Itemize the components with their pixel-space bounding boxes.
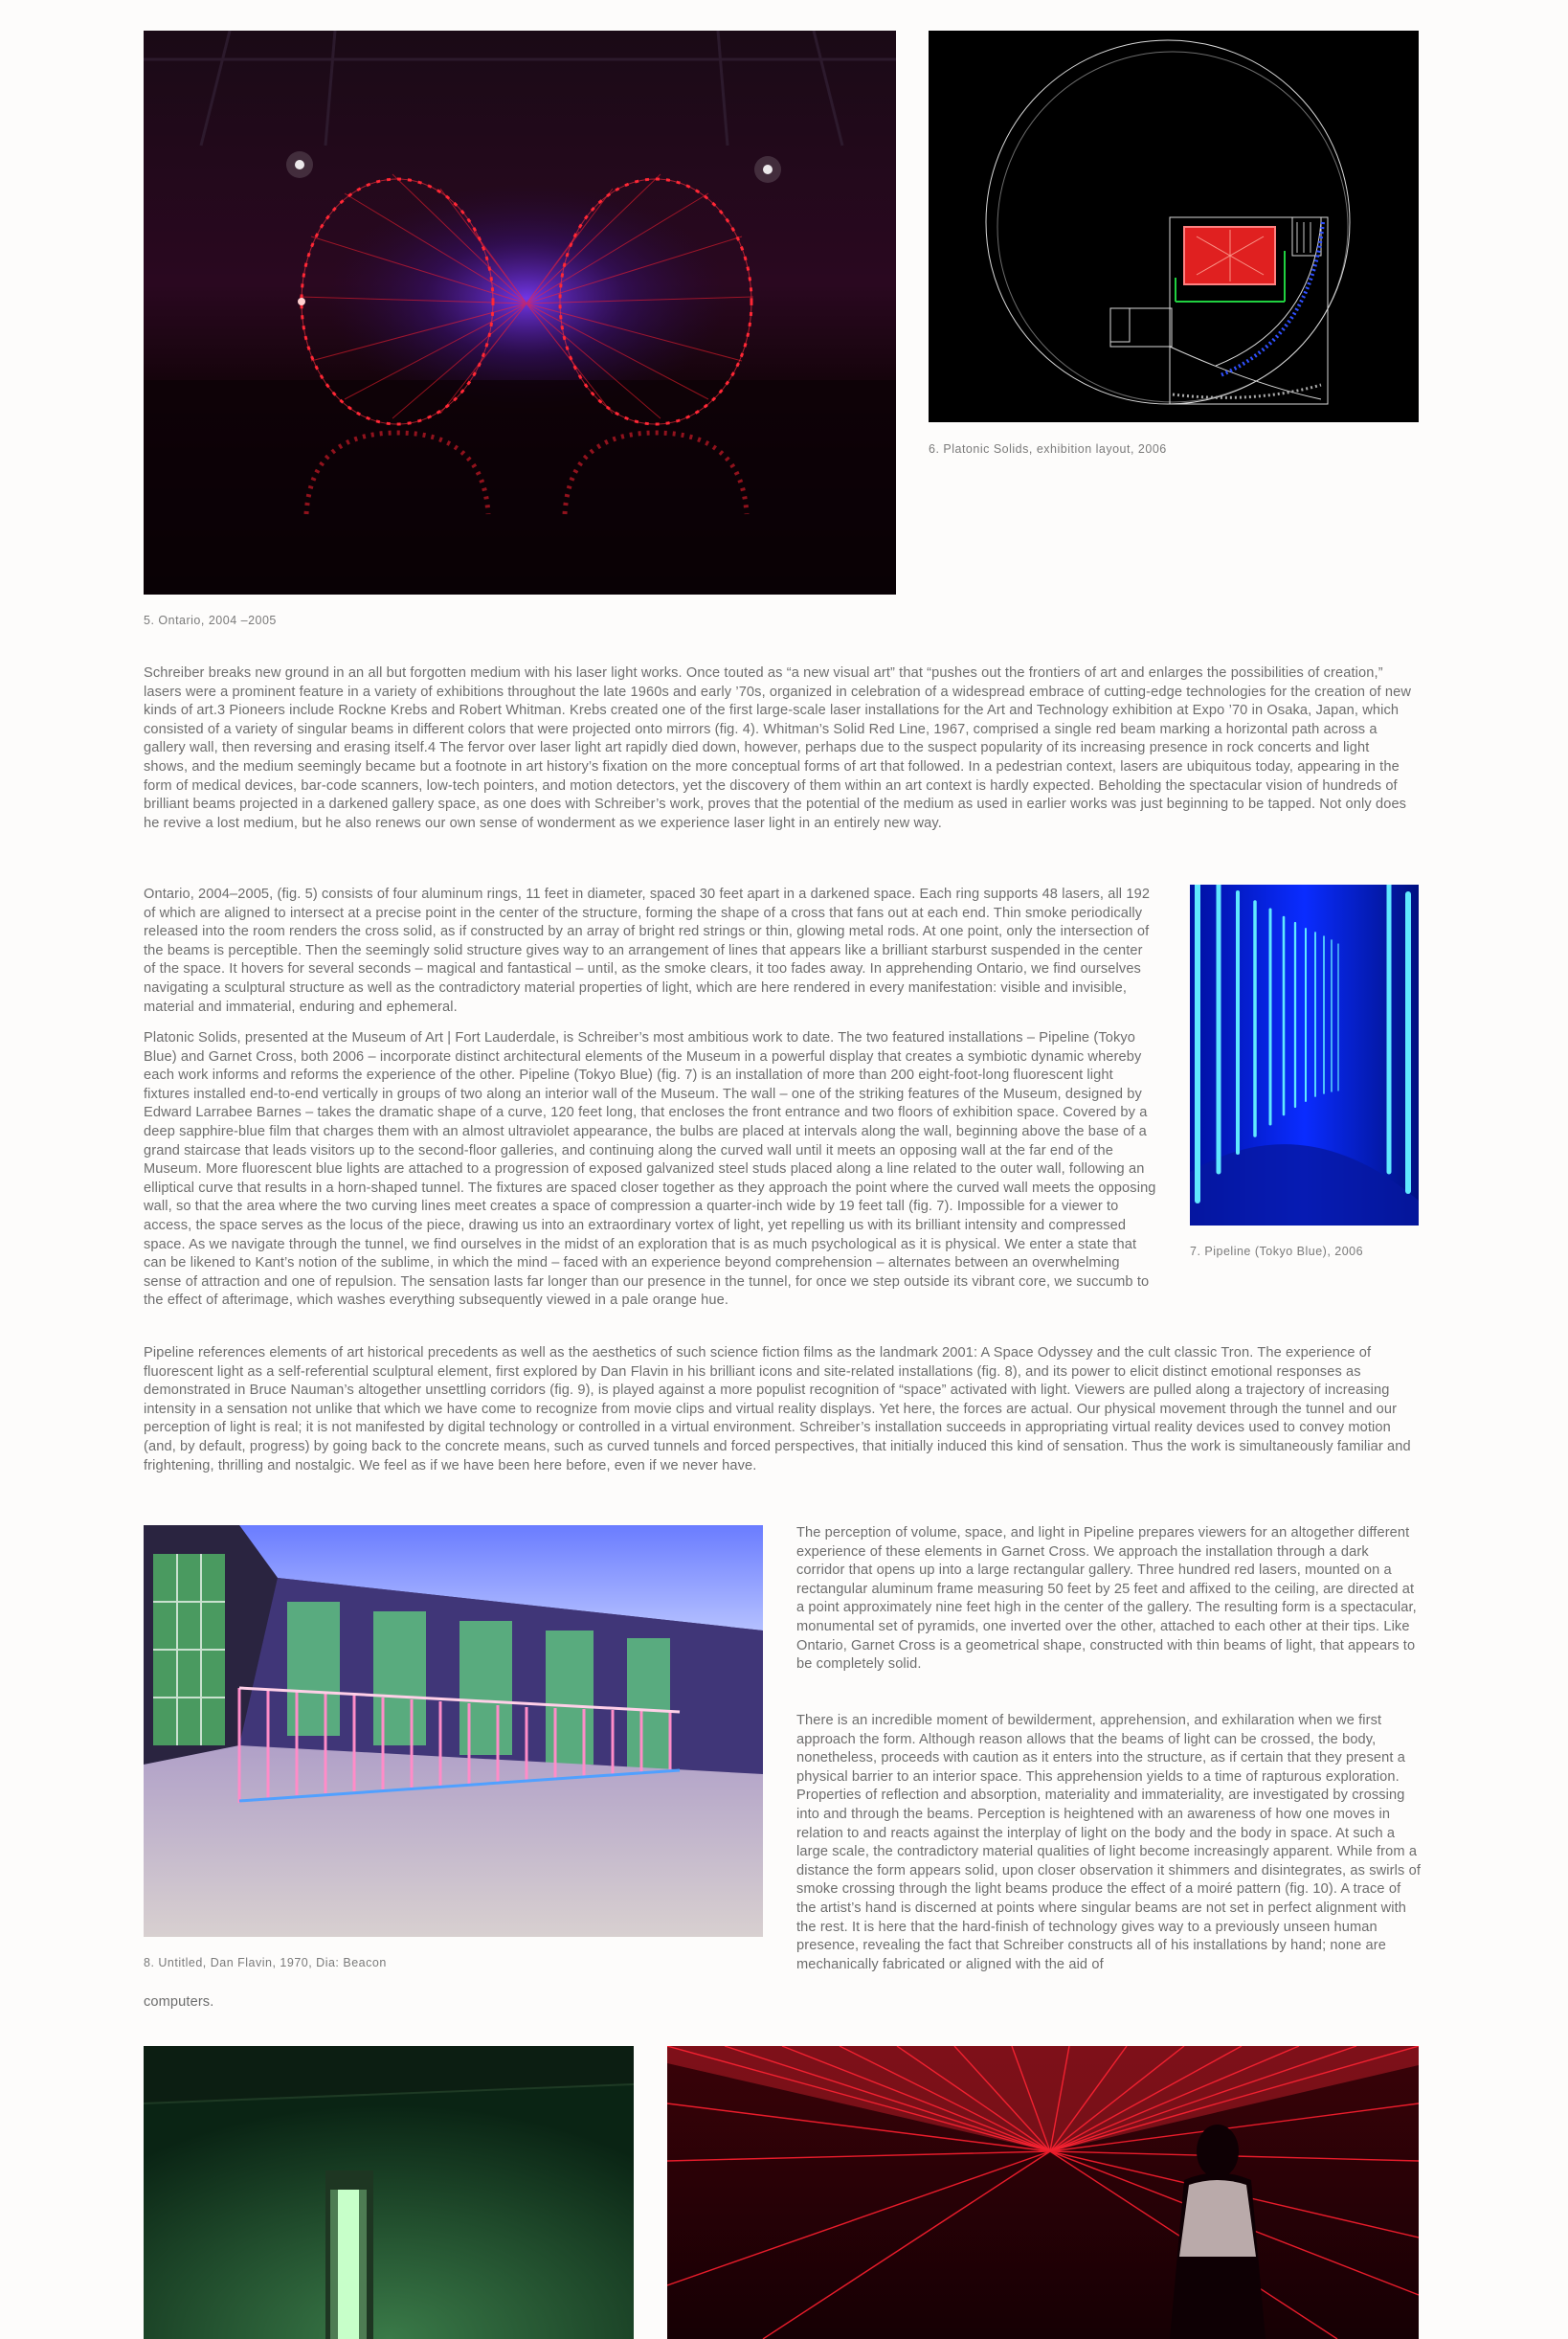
paragraph-perception: The perception of volume, space, and light in Pipeline prepares viewers for an altogether different experience of these elements in Garnet Cross. We approach the installation through a dark corridor that opens up into a large rectangular gallery. Three hundred red lasers, mounted on a rectangular aluminum frame measuring 50 feet by 25 feet and affixed to the ceiling, are directed at a point approximately nine feet high in the center of the gallery. The resulting form is a spectacular, monumental set of pyramids, one inverted over the other, attached to each other at their tips. Like Ontario, Garnet Cross is a geometrical shape, constructed with thin beams of light, that appears to be completely solid. [796, 1525, 1417, 1673]
figure-pipeline-tokyo-blue [1190, 885, 1419, 1226]
paragraph-ontario: Ontario, 2004–2005, (fig. 5) consists of four aluminum rings, 11 feet in diameter, spaced 30 feet apart in a darkened space. Each ring supports 48 lasers, all 192 of which are aligned to intersect at a precise point in the center of the structure, forming the shape of a cross that fans out at each end. Thin smoke periodically released into the room renders the cross solid, as if constructed by an array of bright red strings or thin, glowing metal rods. At one point, only the intersection of the beams is perceptible. Then the seemingly solid structure gives way to an arrangement of lines that appears like a brilliant starburst suspended in the center of the space. It hovers for several seconds – magical and fantastical – until, as the smoke clears, it too fades away. In apprehending Ontario, we find ourselves navigating a sculptural structure as well as the contradictory material properties of light, which are here rendered in every manifestation: visible and invisible, material and immaterial, enduring and ephemeral. [144, 887, 1151, 1015]
paragraph-pipeline: Pipeline references elements of art historical precedents as well as the aesthetics of such science fiction films as the landmark 2001: A Space Odyssey and the cult classic Tron. The experience of fluorescent light as a self-referential sculptural element, first explored by Dan Flavin in his brilliant icons and site-related installations (fig. 8), and its power to elicit distinct emotional responses as demonstrated in Bruce Nauman’s altogether unsettling corridors (fig. 9), is played against a more populist recognition of “space” activated with light. Viewers are pulled along a trajectory of increasing intensity in a sensation not unlike that which we have come to recognize from movie clips and virtual reality displays. Yet here, the forces are actual. Our physical movement through the tunnel and our perception of light is real; it is not manifested by digital technology or controlled in a virtual environment. Schreiber’s installation succeeds in appropriating virtual reality devices used to convey motion (and, by default, progress) by going back to the concrete means, such as curved tunnels and forced perspectives, that initially induced this kind of sensation. Thus the work is simultaneously familiar and frightening, thrilling and nostalgic. We feel as if we have been here before, even if we never have. [144, 1345, 1411, 1473]
caption-figure-6: 6. Platonic Solids, exhibition layout, 2006 [929, 442, 1167, 456]
caption-figure-8: 8. Untitled, Dan Flavin, 1970, Dia: Beacon [144, 1956, 387, 1969]
paragraph-computers: computers. [144, 1994, 214, 2010]
figure-dan-flavin-untitled [144, 1525, 763, 1937]
caption-figure-7: 7. Pipeline (Tokyo Blue), 2006 [1190, 1245, 1364, 1258]
figure-ontario-photo [144, 31, 896, 595]
figure-platonic-solids-layout [929, 31, 1419, 422]
paragraph-intro: Schreiber breaks new ground in an all but forgotten medium with his laser light works. Once touted as “a new visual art” that “pushes out the frontiers of art and enlarges the possibilities of creation,” lasers were a prominent feature in a variety of exhibitions throughout the late 1960s and early ’70s, organized in celebration of a widespread embrace of cutting-edge technologies for the creation of new kinds of art.3 Pioneers include Rockne Krebs and Robert Whitman. Krebs created one of the first large-scale laser installations for the Art and Technology exhibition at Expo ’70 in Osaka, Japan, which consisted of a variety of singular beams in different colors that were projected onto mirrors (fig. 4). Whitman’s Solid Red Line, 1967, comprised a single red beam marking a horizontal path across a gallery wall, then reversing and erasing itself.4 The fervor over laser light art rapidly died down, however, perhaps due to the suspect popularity of its increasing presence in rock concerts and light shows, and the medium seemingly became but a footnote in art history’s fixation on the more conceptual forms of art that followed. In a pedestrian context, lasers are ubiquitous today, appearing in the form of medical devices, bar-code scanners, low-tech pointers, and motion detectors, yet the discovery of them within an art context is hardly expected. Beholding the spectacular vision of hundreds of brilliant beams projected in a darkened gallery space, as one does with Schreiber’s work, proves that the potential of the medium as used in earlier works was just beginning to be tapped. Not only does he revive a lost medium, but he also renews our own sense of wonderment as we experience laser light in an entirely new way. [144, 665, 1411, 831]
paragraph-bewilderment: There is an incredible moment of bewilderment, apprehension, and exhilaration when we first approach the form. Although reason allows that the beams of light can be crossed, the body, nonetheless, proceeds with caution as it enters into the structure, as if certain that they present a physical barrier to an interior space. This apprehension yields to a time of rapturous exploration. Properties of reflection and absorption, materiality and immateriality, are investigated by crossing into and through the beams. Perception is heightened with an awareness of how one moves in relation to and reacts against the interplay of light on the body and the body in space. At such a large scale, the contradictory material qualities of light become increasingly apparent. While from a distance the form appears solid, upon closer observation it shimmers and disintegrates, as swirls of smoke crossing through the light beams produce the effect of a moiré pattern (fig. 10). A trace of the artist’s hand is discerned at points where singular beams are not set in perfect alignment with the rest. It is here that the hard-finish of technology gives way to a previously unseen human presence, revealing the fact that Schreiber constructs all of his installations by hand; none are mechanically fabricated or aligned with the aid of [796, 1713, 1421, 1972]
figure-garnet-cross-lasers [667, 2046, 1419, 2339]
figure-green-fluorescent [144, 2046, 634, 2339]
caption-figure-5: 5. Ontario, 2004 –2005 [144, 614, 277, 627]
paragraph-platonic-solids: Platonic Solids, presented at the Museum of Art | Fort Lauderdale, is Schreiber’s most ambitious work to date. The two featured installations – Pipeline (Tokyo Blue) and Garnet Cross, both 2006 – incorporate distinct architectural elements of the Museum in a powerful display that creates a symbiotic dynamic whereby each work informs and reforms the experience of the other. Pipeline (Tokyo Blue) (fig. 7) is an installation of more than 200 eight-foot-long fluorescent light fixtures installed end-to-end vertically in groups of two along an interior wall of the Museum. The wall – one of the striking features of the Museum, designed by Edward Larrabee Barnes – takes the dramatic shape of a curve, 120 feet long, that encloses the front entrance and two floors of exhibition space. Covered by a deep sapphire-blue film that charges them with an almost ultraviolet appearance, the bulbs are placed at intervals along the wall, beginning above the base of a grand staircase that leads visitors up to the second-floor galleries, and continuing along the curved wall until it meets an opposing wall at the far end of the Museum. More fluorescent blue lights are attached to a progression of exposed galvanized steel studs placed along a line related to the outer wall, following an elliptical curve that results in a horn-shaped tunnel. The fixtures are spaced closer together as they approach the point where the curved wall meets the opposing wall, so that the area where the two curving lines meet creates a space of compression a quarter-inch wide by 19 feet tall (fig. 7). Impossible for a viewer to access, the space serves as the locus of the piece, drawing us into an extraordinary vortex of light, yet repelling us with its brilliant intensity and compressed space. As we navigate through the tunnel, we find ourselves in the midst of an exploration that is as much psychological as it is physical. We enter a state that can be likened to Kant’s notion of the sublime, in which the mind – faced with an experience beyond comprehension – alternates between an overwhelming sense of attraction and one of repulsion. The sensation lasts far longer than our presence in the tunnel, for once we step outside its vibrant core, we succumb to the effect of afterimage, which washes everything subsequently viewed in a pale orange hue. [144, 1030, 1156, 1309]
